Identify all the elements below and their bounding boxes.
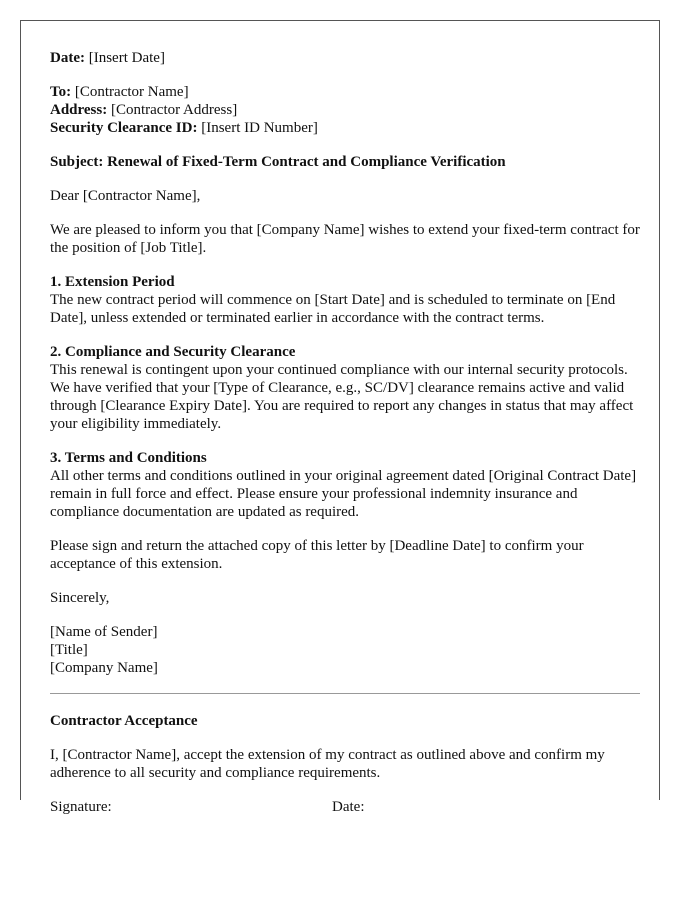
signoff: Sincerely, bbox=[50, 590, 110, 606]
signature-label: Signature: bbox=[50, 799, 112, 815]
date-label: Date: bbox=[50, 50, 85, 66]
letter-date bbox=[50, 49, 640, 67]
recipient-address-line bbox=[50, 101, 640, 119]
letter-subject: Subject: Renewal of Fixed-Term Contract and Compliance Verification bbox=[50, 154, 506, 170]
acceptance-date-label: Date: bbox=[332, 799, 365, 815]
to-value: [Contractor Name] bbox=[74, 84, 189, 100]
section-body: This renewal is contingent upon your continued compliance with our internal security protocols. We have verified that your [Type of Clearance, e.g., SC/DV] clearance remains active and valid through [Clearance Expiry Date]. You are required to report any changes in status that may affect your eligibility immediately. bbox=[50, 362, 634, 432]
acceptance-heading: Contractor Acceptance bbox=[50, 713, 198, 729]
clearance-value: [Insert ID Number] bbox=[201, 120, 318, 136]
clearance-label: Security Clearance ID: bbox=[50, 120, 198, 136]
section-body: The new contract period will commence on [Start Date] and is scheduled to terminate on [End Date], unless extended or terminated earlier in accordance with the contract terms. bbox=[50, 292, 616, 326]
section-terms bbox=[50, 449, 640, 521]
signature-row bbox=[50, 798, 640, 816]
sender-company: [Company Name] bbox=[50, 660, 158, 676]
section-body: All other terms and conditions outlined in your original agreement dated [Original Contract Date] remain in full force and effect. Please ensure your professional indemnity insurance and compliance documentation are updated as required. bbox=[50, 468, 637, 520]
recipient-name-line bbox=[50, 83, 640, 101]
section-extension-period bbox=[50, 273, 640, 327]
section-heading: 3. Terms and Conditions bbox=[50, 450, 207, 466]
closing-request: Please sign and return the attached copy of this letter by [Deadline Date] to confirm your acceptance of this extension. bbox=[50, 538, 584, 572]
letter-page bbox=[20, 20, 660, 815]
sender-title: [Title] bbox=[50, 642, 88, 658]
acceptance-body: I, [Contractor Name], accept the extension of my contract as outlined above and confirm my adherence to all security and compliance requirements. bbox=[50, 747, 605, 781]
sender-block bbox=[50, 623, 640, 677]
to-label: To: bbox=[50, 84, 72, 100]
salutation: Dear [Contractor Name], bbox=[50, 188, 201, 204]
recipient-block bbox=[50, 83, 640, 137]
address-label: Address: bbox=[50, 102, 108, 118]
sender-name: [Name of Sender] bbox=[50, 624, 158, 640]
section-heading: 1. Extension Period bbox=[50, 274, 175, 290]
section-compliance bbox=[50, 343, 640, 433]
address-value: [Contractor Address] bbox=[110, 102, 238, 118]
date-value: [Insert Date] bbox=[88, 50, 165, 66]
security-clearance-line bbox=[50, 119, 640, 137]
section-heading: 2. Compliance and Security Clearance bbox=[50, 344, 296, 360]
intro-paragraph: We are pleased to inform you that [Company Name] wishes to extend your fixed-term contract for the position of [Job Title]. bbox=[50, 222, 640, 256]
letter-content bbox=[50, 49, 640, 816]
section-divider bbox=[50, 693, 640, 694]
